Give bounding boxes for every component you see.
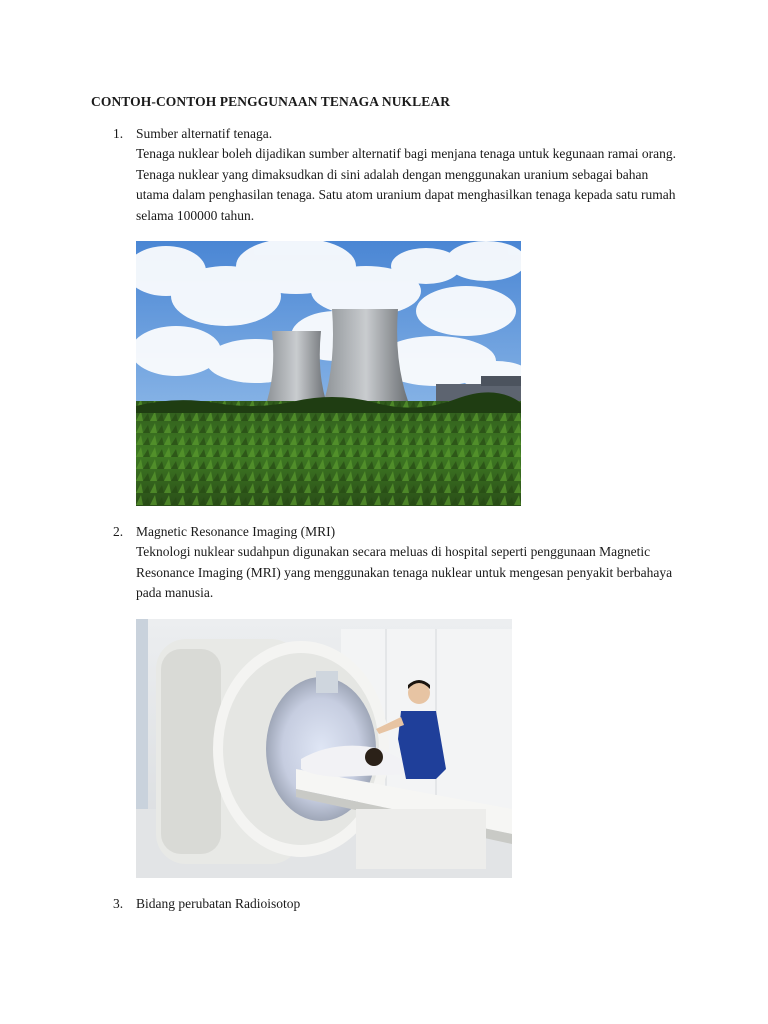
list-item-number: 1. xyxy=(113,126,124,141)
list-item-number: 3. xyxy=(113,896,124,911)
list-item-heading: Sumber alternatif tenaga. xyxy=(136,126,273,141)
list-item-number: 2. xyxy=(113,524,124,539)
list-item xyxy=(113,522,683,604)
list-item-heading: Bidang perubatan Radioisotop xyxy=(136,896,301,911)
list-item-description: Teknologi nuklear sudahpun digunakan secara meluas di hospital seperti penggunaan Magnetic Resonance Imaging (MRI) yang menggunakan tenaga nuklear untuk mengesan penyakit berbahaya pada manusia. xyxy=(136,544,673,601)
list-item-description: Tenaga nuklear boleh dijadikan sumber alternatif bagi menjana tenaga untuk kegunaan ramai orang. Tenaga nuklear yang dimaksudkan di sini adalah dengan menggunakan uranium sebagai bahan utama dalam penghasilan tenaga. Satu atom uranium dapat menghasilkan tenaga kepada satu rumah selama 100000 tahun. xyxy=(136,146,676,223)
page-title: CONTOH-CONTOH PENGGUNAAN TENAGA NUKLEAR xyxy=(91,94,451,109)
list-item-heading: Magnetic Resonance Imaging (MRI) xyxy=(136,524,336,539)
list-item xyxy=(113,124,683,226)
mri-scanner-photo-icon xyxy=(136,619,512,878)
list-item xyxy=(113,894,683,914)
nuclear-plant-image xyxy=(136,241,521,506)
mri-scanner-image xyxy=(136,619,512,878)
nuclear-plant-photo-icon xyxy=(136,241,521,506)
